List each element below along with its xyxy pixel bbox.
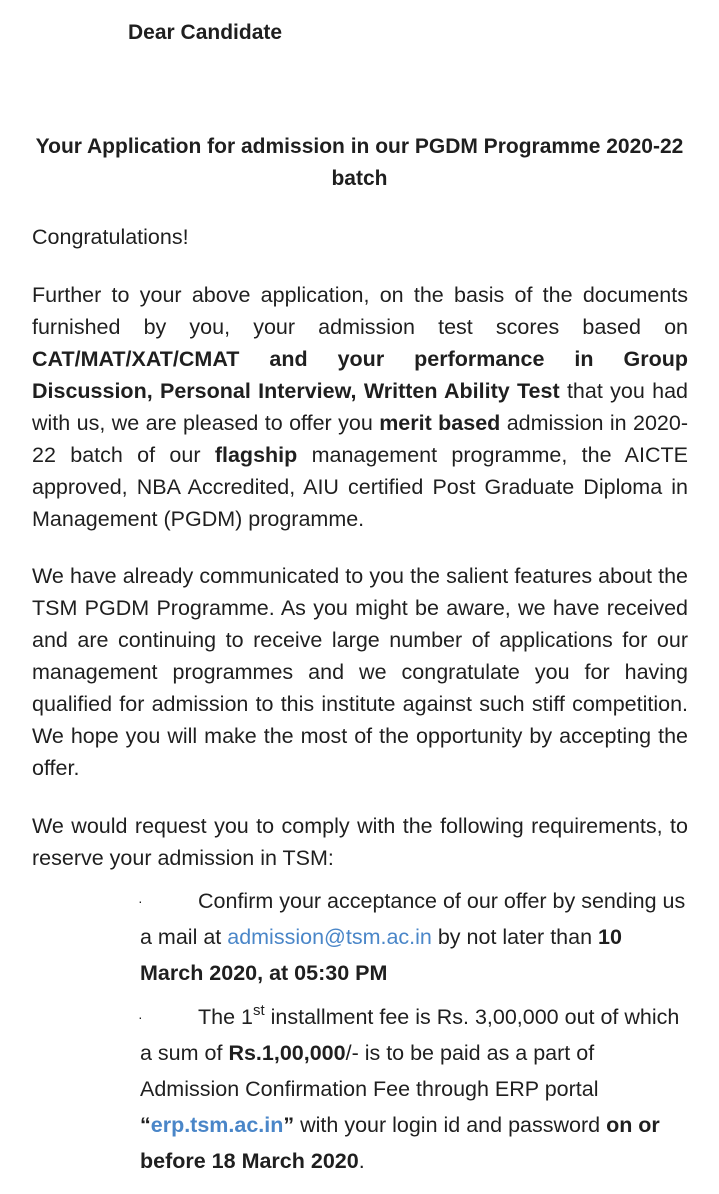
requirement-item-fee bbox=[140, 999, 690, 1179]
text: with your login id and password bbox=[294, 1113, 607, 1137]
bullet-marker: · bbox=[138, 1009, 143, 1025]
amount-text: Rs.1,00,000 bbox=[228, 1041, 346, 1065]
admission-email-link[interactable]: admission@tsm.ac.in bbox=[227, 925, 432, 949]
congratulations-line: Congratulations! bbox=[32, 225, 189, 249]
text: installment fee is Rs. 3,00,000 out of which a sum of bbox=[140, 1005, 680, 1065]
text: /- is to be paid as a part of Admission Confirmation Fee through ERP portal bbox=[140, 1041, 599, 1101]
text: The 1 bbox=[198, 1005, 253, 1029]
erp-portal-link[interactable]: erp.tsm.ac.in bbox=[150, 1113, 284, 1137]
bullet-marker: · bbox=[138, 893, 143, 909]
salutation: Dear Candidate bbox=[128, 21, 283, 44]
deadline-text: 10 March 2020, at 05:30 PM bbox=[140, 925, 622, 985]
subject-heading: Your Application for admission in our PGDM Programme 2020-22 batch bbox=[35, 135, 684, 190]
text: admission in 2020-22 batch of our bbox=[32, 411, 688, 467]
bold-text: merit based bbox=[379, 411, 501, 435]
text: management programme, the AICTE approved, NBA Accredited, AIU certified Post Graduate Diploma in Management (PGDM) programme. bbox=[32, 443, 688, 531]
features-paragraph: We have already communicated to you the salient features about the TSM PGDM Programme. As you might be aware, we have received and are continuing to receive large number of applications for our management programmes and we congratulate you for having qualified for admission to this institute against such stiff competition. We hope you will make the most of the opportunity by accepting the offer. bbox=[32, 564, 688, 780]
requirement-item-acceptance bbox=[140, 883, 690, 991]
text: by not later than bbox=[431, 925, 599, 949]
deadline-text: on or before 18 March 2020 bbox=[140, 1113, 660, 1173]
offer-paragraph bbox=[32, 279, 688, 535]
text: Confirm your acceptance of our offer by sending us a mail at bbox=[140, 889, 686, 949]
text: . bbox=[358, 1149, 365, 1173]
quote-open: “ bbox=[140, 1113, 151, 1137]
requirements-paragraph: We would request you to comply with the following requirements, to reserve your admission in TSM: bbox=[32, 814, 688, 870]
quote-close: ” bbox=[283, 1113, 295, 1137]
superscript: st bbox=[252, 1002, 265, 1019]
bold-text: CAT/MAT/XAT/CMAT and your performance in Group Discussion, Personal Interview, Written Ability Test bbox=[32, 347, 688, 403]
bold-text: flagship bbox=[214, 443, 298, 467]
text: that you had with us, we are pleased to offer you bbox=[32, 379, 688, 435]
text: Further to your above application, on the basis of the documents furnished by you, your admission test scores based on bbox=[32, 283, 688, 339]
